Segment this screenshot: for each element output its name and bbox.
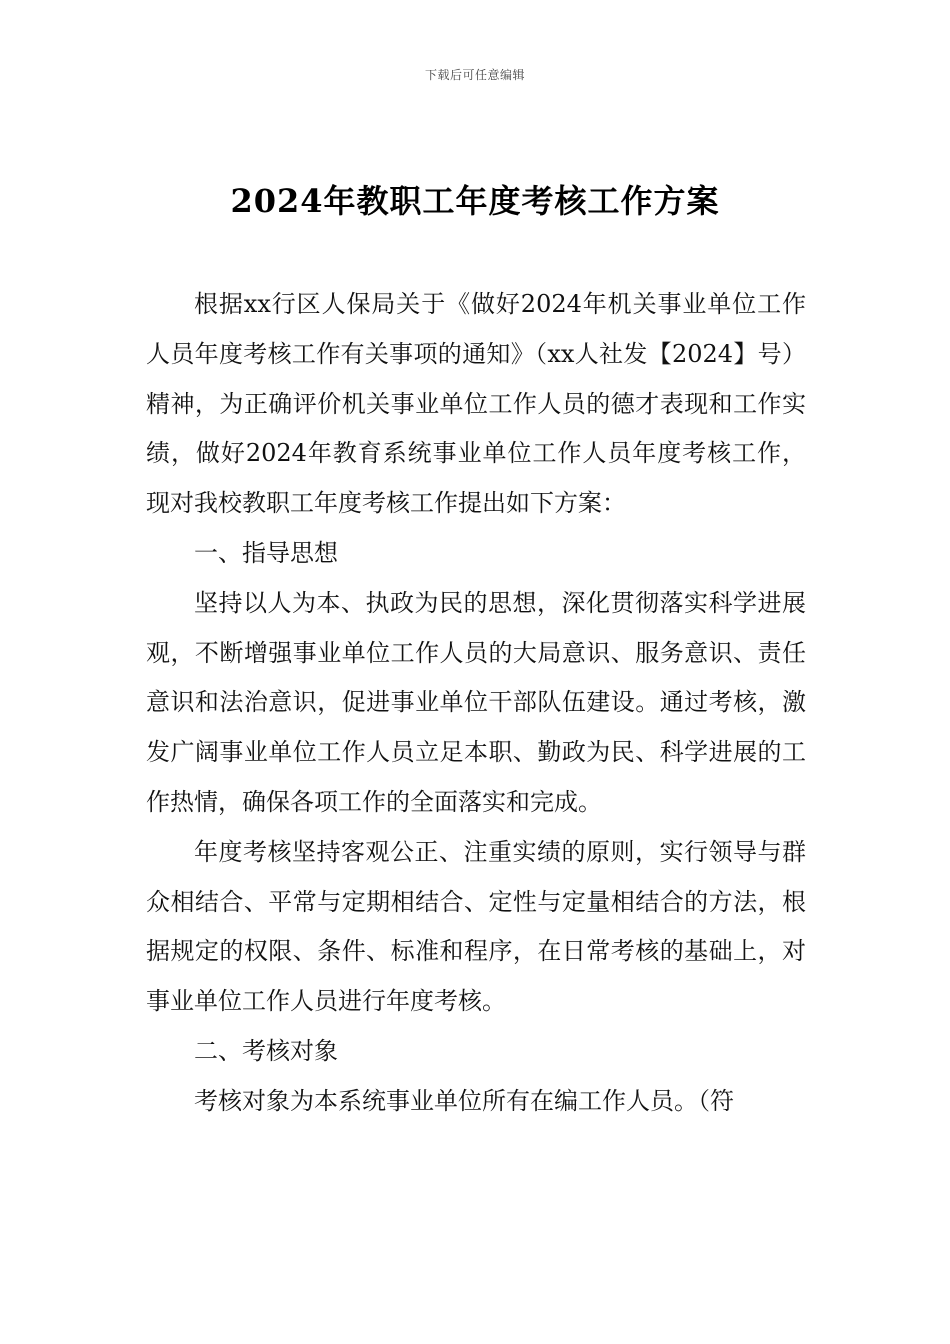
header-note: 下载后可任意编辑 bbox=[424, 68, 525, 82]
paragraph-intro: 根据xx行区人保局关于《做好2024年机关事业单位工作人员年度考核工作有关事项的通知》（xx人社发【2024】号）精神，为正确评价机关事业单位工作人员的德才表现和工作实绩，做好2024年教育系统事业单位工作人员年度考核工作，现对我校教职工年度考核工作提出如下方案： bbox=[146, 290, 806, 518]
document-body bbox=[146, 280, 806, 1127]
paragraph-assessment-targets: 考核对象为本系统事业单位所有在编工作人员。（符 bbox=[194, 1086, 734, 1115]
section-heading-assessment-targets: 二、考核对象 bbox=[194, 1036, 338, 1065]
section-heading-guiding-ideology: 一、指导思想 bbox=[194, 538, 338, 567]
document-title: 2024年教职工年度考核工作方案 bbox=[230, 182, 720, 220]
paragraph-guiding-ideology: 坚持以人为本、执政为民的思想，深化贯彻落实科学进展观，不断增强事业单位工作人员的大局意识、服务意识、责任意识和法治意识，促进事业单位干部队伍建设。通过考核，激发广阔事业单位工作人员立足本职、勤政为民、科学进展的工作热情，确保各项工作的全面落实和完成。 bbox=[146, 588, 806, 816]
paragraph-principles: 年度考核坚持客观公正、注重实绩的原则，实行领导与群众相结合、平常与定期相结合、定性与定量相结合的方法，根据规定的权限、条件、标准和程序，在日常考核的基础上，对事业单位工作人员进行年度考核。 bbox=[146, 837, 806, 1016]
